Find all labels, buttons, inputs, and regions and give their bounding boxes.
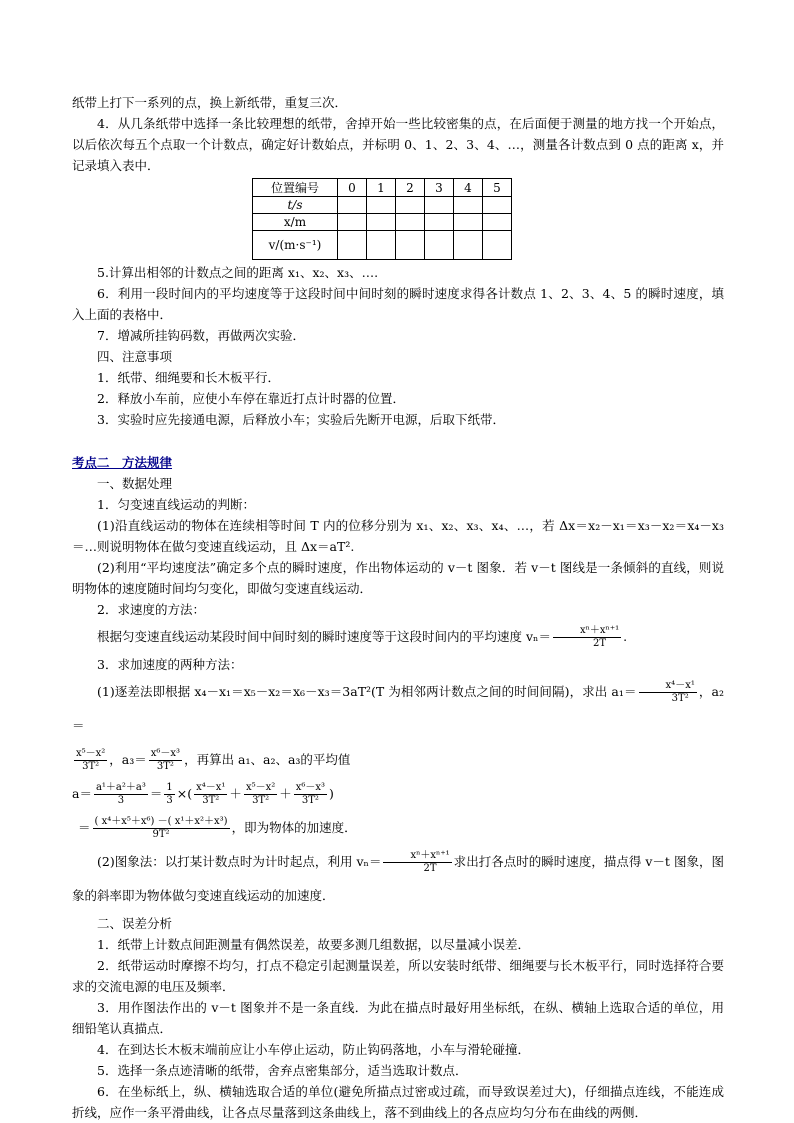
table-col-0: 0 <box>338 179 367 197</box>
table-row-label-t: t/s <box>253 197 338 214</box>
fraction-denominator: 3 <box>117 795 125 806</box>
table-cell <box>454 214 483 231</box>
section-title: 考点二 方法规律 <box>72 455 173 470</box>
table-col-4: 4 <box>454 179 483 197</box>
error-6: 6．在坐标纸上，纵、横轴选取合适的单位(避免所描点过密或过疏，而导致误差过大)，仔细描点连线，不能连成折线，应作一条平滑曲线，让各点尽量落到这条曲线上，落不到曲线上的各点应均匀分布在曲线的两侧． <box>72 1084 724 1120</box>
average-formula-line: a＝ $\frac{\text{a¹＋a²＋a³}}{3}$ ＝ $\frac{1}{3}$ ×( $\frac{\text{x⁴－x¹}}{\text{3T²}}$ ＋ $\frac{\text{x⁵－x²}}{\text{3T²}}$ ＋ $\frac{\text{x⁶－x³}}{\text{3T²}}$ ) <box>72 782 334 806</box>
error-5: 5．选择一条点迹清晰的纸带，舍弃点密集部分，适当选取计数点． <box>97 1063 468 1078</box>
table-row-label-x: x/m <box>253 214 338 231</box>
fraction-numerator: x⁶－x³ <box>295 782 326 793</box>
fraction-denominator: 3T² <box>671 693 689 704</box>
velocity-text: 根据匀变速直线运动某段时间中间时刻的瞬时速度等于这段时间内的平均速度 vₙ＝ <box>97 629 551 644</box>
close-paren: ) <box>329 786 334 801</box>
term3-fraction <box>294 782 327 807</box>
note-1: 1．纸带、细绳要和长木板平行． <box>97 370 280 385</box>
fraction-denominator: 3 <box>166 795 173 806</box>
a3-fraction <box>149 748 182 773</box>
heading-notes: 四、注意事项 <box>97 349 173 364</box>
fraction-denominator: 9T² <box>152 829 170 840</box>
a2-fraction <box>74 748 107 773</box>
equals-sign: ＝ <box>78 820 91 835</box>
fraction-numerator: ( x⁴＋x⁵＋x⁶) －( x¹＋x²＋x³) <box>94 816 228 827</box>
table-cell <box>367 214 396 231</box>
fraction-numerator: x⁵－x² <box>76 748 106 759</box>
fraction-numerator: x⁴－x¹ <box>196 782 226 793</box>
table-row-label-v: v/(m·s⁻¹) <box>253 231 338 260</box>
item-judgement-2: (2)利用“平均速度法”确定多个点的瞬时速度，作出物体运动的 v－t 图象．若 v－t 图线是一条倾斜的直线，则说明物体的速度随时间均匀变化，即做匀变速直线运动． <box>72 560 724 596</box>
paragraph-step4: 4．从几条纸带中选择一条比较理想的纸带，舍掉开始一些比较密集的点，在后面便于测量的地方找一个开始点，以后依次每五个点取一个计数点，确定好计数始点，并标明 0、1、2、3、4、…，测量各计数点到 0 点的距离 x，并记录填入表中． <box>72 116 724 173</box>
record-table <box>252 178 512 260</box>
table-cell <box>454 231 483 260</box>
fraction-numerator: x⁶－x³ <box>150 748 181 759</box>
table-cell <box>454 197 483 214</box>
table-col-5: 5 <box>483 179 512 197</box>
average-text: ，再算出 a₁、a₂、a₃的平均值 <box>184 752 351 767</box>
error-1: 1．纸带上计数点间距测量有偶然误差，故要多测几组数据，以尽量减小误差． <box>97 937 530 952</box>
diff-method-line <box>72 675 724 743</box>
table-cell <box>367 231 396 260</box>
open-paren: ×( <box>176 786 193 801</box>
table-cell <box>367 197 396 214</box>
final-text: ，即为物体的加速度． <box>231 820 357 835</box>
a2-label: ，a₂＝ <box>72 684 724 733</box>
graph-method-text: (2)图象法：以打某计数点时为计时起点，利用 vₙ＝ <box>97 854 382 869</box>
table-row <box>253 197 512 214</box>
table-cell <box>483 214 512 231</box>
table-cell <box>425 231 454 260</box>
velocity-fraction <box>553 625 621 650</box>
item-judgement: 1．匀变速直线运动的判断： <box>97 497 255 512</box>
fraction-numerator: x⁴－x¹ <box>639 680 697 693</box>
document-page <box>72 92 724 1123</box>
diff-method-text: (1)逐差法即根据 x₄－x₁＝x₅－x₂＝x₆－x₃＝3aT²(T 为相邻两计数点之间的时间间隔)，求出 a₁＝ <box>97 684 637 699</box>
record-table-wrap <box>252 178 724 260</box>
item-acceleration: 3．求加速度的两种方法： <box>97 657 243 672</box>
table-cell <box>396 214 425 231</box>
a3-label: ，a₃＝ <box>109 752 147 767</box>
fraction-denominator: 3T² <box>156 761 174 772</box>
table-col-3: 3 <box>425 179 454 197</box>
final-formula-line <box>72 811 724 845</box>
item-velocity: 2．求速度的方法： <box>97 602 205 617</box>
table-row <box>253 231 512 260</box>
note-2: 2．释放小车前，应使小车停在靠近打点计时器的位置． <box>97 391 405 406</box>
heading-data-processing: 一、数据处理 <box>97 476 173 491</box>
table-cell <box>338 197 367 214</box>
note-3: 3．实验时应先接通电源，后释放小车；实验后先断开电源，后取下纸带． <box>97 412 505 427</box>
velocity-formula-line: 根据匀变速直线运动某段时间中间时刻的瞬时速度等于这段时间内的平均速度 vₙ＝ $\frac{\text{xⁿ＋xⁿ⁺¹}}{2T}$ . <box>97 625 628 649</box>
item-judgement-1: (1)沿直线运动的物体在连续相等时间 T 内的位移分别为 x₁、x₂、x₃、x₄、…，若 Δx＝x₂－x₁＝x₃－x₂＝x₄－x₃＝…则说明物体在做匀变速直线运动，且 Δx＝aT². <box>72 518 724 554</box>
third-fraction <box>164 782 174 807</box>
table-cell <box>483 197 512 214</box>
graph-velocity-fraction <box>383 850 451 875</box>
paragraph-step7: 7．增减所挂钩码数，再做两次实验． <box>97 328 305 343</box>
fraction-denominator: 3T² <box>252 795 270 806</box>
error-4: 4．在到达长木板末端前应让小车停止运动，防止钩码落地，小车与滑轮碰撞． <box>97 1042 530 1057</box>
final-fraction <box>93 816 230 841</box>
graph-method-line <box>72 845 724 913</box>
fraction-numerator: xⁿ＋xⁿ⁺¹ <box>383 850 451 863</box>
a1-fraction <box>639 680 697 705</box>
equals-sign: ＝ <box>149 786 163 801</box>
fraction-denominator: 2T <box>423 863 437 874</box>
paragraph-step5: 5.计算出相邻的计数点之间的距离 x₁、x₂、x₃、…. <box>97 265 379 280</box>
fraction-numerator: xⁿ＋xⁿ⁺¹ <box>553 625 621 638</box>
table-cell <box>425 197 454 214</box>
fraction-denominator: 3T² <box>202 795 220 806</box>
fraction-numerator: a¹＋a²＋a³ <box>95 782 146 793</box>
fraction-denominator: 3T² <box>301 795 319 806</box>
paragraph-step3-end: 纸带上打下一系列的点，换上新纸带，重复三次． <box>72 95 348 110</box>
table-cell <box>338 214 367 231</box>
fraction-denominator: 3T² <box>82 761 100 772</box>
paragraph-step6: 6．利用一段时间内的平均速度等于这段时间中间时刻的瞬时速度求得各计数点 1、2、3、4、5 的瞬时速度，填入上面的表格中． <box>72 286 724 322</box>
table-col-2: 2 <box>396 179 425 197</box>
table-cell <box>338 231 367 260</box>
error-3: 3．用作图法作出的 v－t 图象并不是一条直线．为此在描点时最好用坐标纸，在纵、横轴上选取合适的单位，用细铅笔认真描点． <box>72 1000 724 1036</box>
table-cell <box>425 214 454 231</box>
fraction-numerator: x⁵－x² <box>245 782 276 793</box>
table-cell <box>396 197 425 214</box>
a2-a3-line <box>72 743 724 777</box>
heading-error-analysis: 二、误差分析 <box>97 916 173 931</box>
average-fraction <box>94 782 148 807</box>
table-col-1: 1 <box>367 179 396 197</box>
table-cell <box>483 231 512 260</box>
graph-method-text-2: 求出打各点时的瞬时速度，描点得 v－t 图象，图象的斜率即为物体做匀变速直线运动的加速度． <box>72 854 724 903</box>
fraction-numerator: 1 <box>166 782 173 793</box>
table-cell <box>396 231 425 260</box>
a-label: a＝ <box>72 786 92 801</box>
table-row <box>253 214 512 231</box>
error-2: 2．纸带运动时摩擦不均匀，打点不稳定引起测量误差，所以安装时纸带、细绳要与长木板平行，同时选择符合要求的交流电源的电压及频率． <box>72 958 724 994</box>
table-header-row <box>253 179 512 197</box>
term1-fraction <box>194 782 227 807</box>
fraction-denominator: 2T <box>593 638 607 649</box>
term2-fraction <box>244 782 277 807</box>
table-header-cell: 位置编号 <box>253 179 338 197</box>
